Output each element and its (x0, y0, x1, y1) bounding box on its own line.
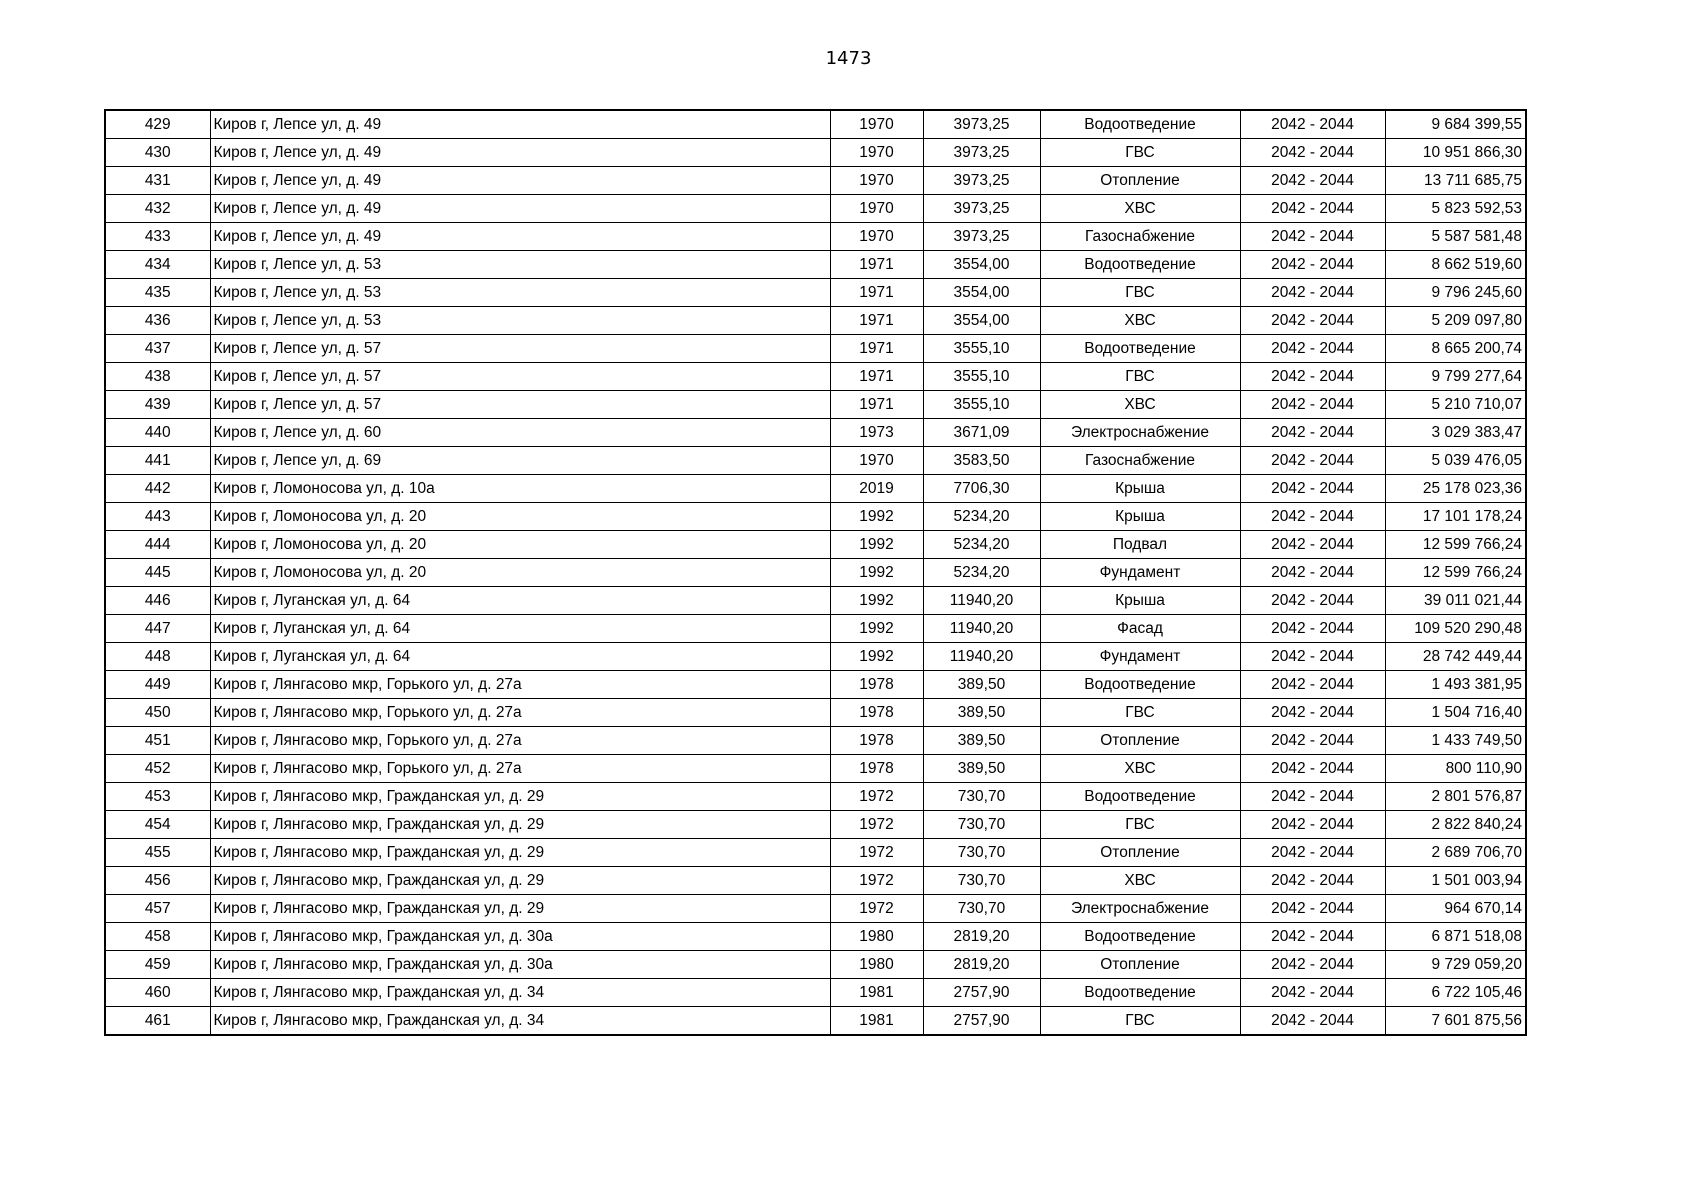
table-row (105, 587, 1526, 615)
work-type-cell: Отопление (1040, 951, 1240, 979)
area-cell: 3555,10 (923, 335, 1040, 363)
cost-cell: 25 178 023,36 (1385, 475, 1526, 503)
area-cell: 3583,50 (923, 447, 1040, 475)
area-cell: 2819,20 (923, 951, 1040, 979)
work-type-cell: Фундамент (1040, 559, 1240, 587)
area-cell: 730,70 (923, 867, 1040, 895)
row-number-cell: 460 (105, 979, 210, 1007)
work-type-cell: Водоотведение (1040, 783, 1240, 811)
period-cell: 2042 - 2044 (1240, 223, 1385, 251)
row-number-cell: 430 (105, 139, 210, 167)
table-body (105, 110, 1526, 1035)
row-number-cell: 433 (105, 223, 210, 251)
cost-cell: 5 210 710,07 (1385, 391, 1526, 419)
year-cell: 1971 (830, 307, 923, 335)
table-row (105, 699, 1526, 727)
area-cell: 11940,20 (923, 615, 1040, 643)
address-cell: Киров г, Лянгасово мкр, Гражданская ул, д. 29 (210, 867, 830, 895)
area-cell: 3973,25 (923, 139, 1040, 167)
work-type-cell: Водоотведение (1040, 110, 1240, 139)
cost-cell: 5 039 476,05 (1385, 447, 1526, 475)
table-row (105, 811, 1526, 839)
row-number-cell: 432 (105, 195, 210, 223)
table-row (105, 503, 1526, 531)
year-cell: 1992 (830, 559, 923, 587)
address-cell: Киров г, Лянгасово мкр, Гражданская ул, д. 34 (210, 979, 830, 1007)
row-number-cell: 461 (105, 1007, 210, 1036)
area-cell: 3555,10 (923, 363, 1040, 391)
year-cell: 1971 (830, 251, 923, 279)
year-cell: 1972 (830, 839, 923, 867)
work-type-cell: Водоотведение (1040, 335, 1240, 363)
row-number-cell: 451 (105, 727, 210, 755)
address-cell: Киров г, Луганская ул, д. 64 (210, 615, 830, 643)
area-cell: 3555,10 (923, 391, 1040, 419)
period-cell: 2042 - 2044 (1240, 419, 1385, 447)
area-cell: 5234,20 (923, 503, 1040, 531)
period-cell: 2042 - 2044 (1240, 447, 1385, 475)
table-row (105, 391, 1526, 419)
address-cell: Киров г, Лепсе ул, д. 49 (210, 110, 830, 139)
table-row (105, 783, 1526, 811)
year-cell: 1970 (830, 223, 923, 251)
area-cell: 11940,20 (923, 643, 1040, 671)
cost-cell: 2 801 576,87 (1385, 783, 1526, 811)
table-row (105, 139, 1526, 167)
cost-cell: 1 504 716,40 (1385, 699, 1526, 727)
row-number-cell: 443 (105, 503, 210, 531)
area-cell: 389,50 (923, 699, 1040, 727)
table-row (105, 279, 1526, 307)
page-number: 1473 (825, 48, 872, 69)
address-cell: Киров г, Лянгасово мкр, Горького ул, д. 27а (210, 699, 830, 727)
period-cell: 2042 - 2044 (1240, 783, 1385, 811)
area-cell: 730,70 (923, 895, 1040, 923)
period-cell: 2042 - 2044 (1240, 811, 1385, 839)
work-type-cell: Электроснабжение (1040, 419, 1240, 447)
work-type-cell: Водоотведение (1040, 671, 1240, 699)
year-cell: 1978 (830, 727, 923, 755)
area-cell: 5234,20 (923, 559, 1040, 587)
work-type-cell: Фундамент (1040, 643, 1240, 671)
year-cell: 1970 (830, 167, 923, 195)
cost-cell: 1 493 381,95 (1385, 671, 1526, 699)
year-cell: 1992 (830, 615, 923, 643)
address-cell: Киров г, Лепсе ул, д. 53 (210, 307, 830, 335)
area-cell: 3973,25 (923, 223, 1040, 251)
period-cell: 2042 - 2044 (1240, 195, 1385, 223)
table-row (105, 419, 1526, 447)
area-cell: 5234,20 (923, 531, 1040, 559)
work-type-cell: Газоснабжение (1040, 223, 1240, 251)
row-number-cell: 445 (105, 559, 210, 587)
table-row (105, 167, 1526, 195)
year-cell: 1978 (830, 671, 923, 699)
row-number-cell: 435 (105, 279, 210, 307)
address-cell: Киров г, Луганская ул, д. 64 (210, 643, 830, 671)
table-row (105, 559, 1526, 587)
row-number-cell: 429 (105, 110, 210, 139)
work-type-cell: ХВС (1040, 195, 1240, 223)
year-cell: 1992 (830, 531, 923, 559)
area-cell: 3973,25 (923, 167, 1040, 195)
row-number-cell: 452 (105, 755, 210, 783)
period-cell: 2042 - 2044 (1240, 755, 1385, 783)
work-type-cell: ХВС (1040, 755, 1240, 783)
year-cell: 1992 (830, 503, 923, 531)
address-cell: Киров г, Лепсе ул, д. 69 (210, 447, 830, 475)
address-cell: Киров г, Лянгасово мкр, Горького ул, д. 27а (210, 755, 830, 783)
area-cell: 3554,00 (923, 279, 1040, 307)
work-type-cell: Подвал (1040, 531, 1240, 559)
row-number-cell: 456 (105, 867, 210, 895)
row-number-cell: 442 (105, 475, 210, 503)
work-type-cell: ГВС (1040, 699, 1240, 727)
area-cell: 2757,90 (923, 1007, 1040, 1036)
address-cell: Киров г, Лепсе ул, д. 49 (210, 195, 830, 223)
address-cell: Киров г, Лянгасово мкр, Гражданская ул, д. 29 (210, 783, 830, 811)
cost-cell: 3 029 383,47 (1385, 419, 1526, 447)
cost-cell: 9 729 059,20 (1385, 951, 1526, 979)
year-cell: 1971 (830, 391, 923, 419)
cost-cell: 13 711 685,75 (1385, 167, 1526, 195)
table-row (105, 643, 1526, 671)
address-cell: Киров г, Лянгасово мкр, Гражданская ул, д. 29 (210, 895, 830, 923)
period-cell: 2042 - 2044 (1240, 475, 1385, 503)
row-number-cell: 450 (105, 699, 210, 727)
table-row (105, 895, 1526, 923)
cost-cell: 5 823 592,53 (1385, 195, 1526, 223)
cost-cell: 800 110,90 (1385, 755, 1526, 783)
period-cell: 2042 - 2044 (1240, 979, 1385, 1007)
work-type-cell: ГВС (1040, 811, 1240, 839)
period-cell: 2042 - 2044 (1240, 503, 1385, 531)
year-cell: 1971 (830, 279, 923, 307)
table-row (105, 363, 1526, 391)
address-cell: Киров г, Лепсе ул, д. 49 (210, 223, 830, 251)
data-table (104, 109, 1527, 1036)
address-cell: Киров г, Лянгасово мкр, Гражданская ул, д. 30а (210, 923, 830, 951)
row-number-cell: 455 (105, 839, 210, 867)
row-number-cell: 440 (105, 419, 210, 447)
period-cell: 2042 - 2044 (1240, 727, 1385, 755)
cost-cell: 28 742 449,44 (1385, 643, 1526, 671)
table-row (105, 867, 1526, 895)
work-type-cell: Газоснабжение (1040, 447, 1240, 475)
work-type-cell: ГВС (1040, 139, 1240, 167)
cost-cell: 8 665 200,74 (1385, 335, 1526, 363)
year-cell: 2019 (830, 475, 923, 503)
row-number-cell: 454 (105, 811, 210, 839)
work-type-cell: Электроснабжение (1040, 895, 1240, 923)
work-type-cell: Крыша (1040, 503, 1240, 531)
year-cell: 1980 (830, 923, 923, 951)
work-type-cell: Отопление (1040, 167, 1240, 195)
area-cell: 730,70 (923, 783, 1040, 811)
work-type-cell: ГВС (1040, 363, 1240, 391)
table-row (105, 447, 1526, 475)
table-row (105, 251, 1526, 279)
address-cell: Киров г, Ломоносова ул, д. 20 (210, 531, 830, 559)
row-number-cell: 434 (105, 251, 210, 279)
address-cell: Киров г, Лянгасово мкр, Гражданская ул, д. 29 (210, 811, 830, 839)
year-cell: 1992 (830, 587, 923, 615)
period-cell: 2042 - 2044 (1240, 335, 1385, 363)
row-number-cell: 459 (105, 951, 210, 979)
row-number-cell: 444 (105, 531, 210, 559)
row-number-cell: 453 (105, 783, 210, 811)
cost-cell: 6 722 105,46 (1385, 979, 1526, 1007)
year-cell: 1973 (830, 419, 923, 447)
row-number-cell: 449 (105, 671, 210, 699)
cost-cell: 6 871 518,08 (1385, 923, 1526, 951)
address-cell: Киров г, Лепсе ул, д. 57 (210, 363, 830, 391)
area-cell: 2757,90 (923, 979, 1040, 1007)
cost-cell: 1 433 749,50 (1385, 727, 1526, 755)
row-number-cell: 447 (105, 615, 210, 643)
area-cell: 7706,30 (923, 475, 1040, 503)
year-cell: 1971 (830, 363, 923, 391)
period-cell: 2042 - 2044 (1240, 391, 1385, 419)
work-type-cell: Крыша (1040, 587, 1240, 615)
table-row (105, 923, 1526, 951)
cost-cell: 7 601 875,56 (1385, 1007, 1526, 1036)
work-type-cell: ХВС (1040, 307, 1240, 335)
table-row (105, 1007, 1526, 1036)
period-cell: 2042 - 2044 (1240, 363, 1385, 391)
address-cell: Киров г, Лянгасово мкр, Гражданская ул, д. 29 (210, 839, 830, 867)
cost-cell: 12 599 766,24 (1385, 559, 1526, 587)
row-number-cell: 436 (105, 307, 210, 335)
period-cell: 2042 - 2044 (1240, 839, 1385, 867)
year-cell: 1972 (830, 811, 923, 839)
year-cell: 1981 (830, 1007, 923, 1036)
period-cell: 2042 - 2044 (1240, 923, 1385, 951)
work-type-cell: Водоотведение (1040, 923, 1240, 951)
work-type-cell: Фасад (1040, 615, 1240, 643)
period-cell: 2042 - 2044 (1240, 307, 1385, 335)
work-type-cell: Отопление (1040, 839, 1240, 867)
period-cell: 2042 - 2044 (1240, 167, 1385, 195)
address-cell: Киров г, Лепсе ул, д. 53 (210, 279, 830, 307)
address-cell: Киров г, Лянгасово мкр, Горького ул, д. 27а (210, 727, 830, 755)
period-cell: 2042 - 2044 (1240, 1007, 1385, 1036)
address-cell: Киров г, Лянгасово мкр, Гражданская ул, д. 34 (210, 1007, 830, 1036)
work-type-cell: Отопление (1040, 727, 1240, 755)
area-cell: 3973,25 (923, 195, 1040, 223)
period-cell: 2042 - 2044 (1240, 699, 1385, 727)
area-cell: 3973,25 (923, 110, 1040, 139)
period-cell: 2042 - 2044 (1240, 643, 1385, 671)
table-row (105, 531, 1526, 559)
area-cell: 389,50 (923, 727, 1040, 755)
year-cell: 1972 (830, 895, 923, 923)
address-cell: Киров г, Ломоносова ул, д. 20 (210, 559, 830, 587)
period-cell: 2042 - 2044 (1240, 531, 1385, 559)
cost-cell: 9 796 245,60 (1385, 279, 1526, 307)
cost-cell: 109 520 290,48 (1385, 615, 1526, 643)
cost-cell: 12 599 766,24 (1385, 531, 1526, 559)
year-cell: 1978 (830, 755, 923, 783)
row-number-cell: 457 (105, 895, 210, 923)
period-cell: 2042 - 2044 (1240, 951, 1385, 979)
area-cell: 11940,20 (923, 587, 1040, 615)
period-cell: 2042 - 2044 (1240, 671, 1385, 699)
address-cell: Киров г, Лепсе ул, д. 49 (210, 139, 830, 167)
work-type-cell: ХВС (1040, 867, 1240, 895)
area-cell: 2819,20 (923, 923, 1040, 951)
year-cell: 1970 (830, 110, 923, 139)
cost-cell: 17 101 178,24 (1385, 503, 1526, 531)
table-row (105, 755, 1526, 783)
table-row (105, 307, 1526, 335)
work-type-cell: ГВС (1040, 279, 1240, 307)
year-cell: 1972 (830, 783, 923, 811)
year-cell: 1970 (830, 139, 923, 167)
period-cell: 2042 - 2044 (1240, 559, 1385, 587)
cost-cell: 10 951 866,30 (1385, 139, 1526, 167)
table-row (105, 671, 1526, 699)
period-cell: 2042 - 2044 (1240, 867, 1385, 895)
address-cell: Киров г, Лянгасово мкр, Гражданская ул, д. 30а (210, 951, 830, 979)
table-row (105, 727, 1526, 755)
area-cell: 389,50 (923, 671, 1040, 699)
row-number-cell: 448 (105, 643, 210, 671)
year-cell: 1970 (830, 447, 923, 475)
area-cell: 730,70 (923, 811, 1040, 839)
address-cell: Киров г, Лепсе ул, д. 60 (210, 419, 830, 447)
address-cell: Киров г, Лепсе ул, д. 57 (210, 335, 830, 363)
address-cell: Киров г, Лепсе ул, д. 49 (210, 167, 830, 195)
row-number-cell: 431 (105, 167, 210, 195)
cost-cell: 2 822 840,24 (1385, 811, 1526, 839)
cost-cell: 8 662 519,60 (1385, 251, 1526, 279)
period-cell: 2042 - 2044 (1240, 110, 1385, 139)
address-cell: Киров г, Лянгасово мкр, Горького ул, д. 27а (210, 671, 830, 699)
table-row (105, 615, 1526, 643)
period-cell: 2042 - 2044 (1240, 895, 1385, 923)
year-cell: 1971 (830, 335, 923, 363)
table-row (105, 195, 1526, 223)
area-cell: 3554,00 (923, 307, 1040, 335)
period-cell: 2042 - 2044 (1240, 139, 1385, 167)
work-type-cell: ХВС (1040, 391, 1240, 419)
table-row (105, 475, 1526, 503)
cost-cell: 1 501 003,94 (1385, 867, 1526, 895)
area-cell: 389,50 (923, 755, 1040, 783)
period-cell: 2042 - 2044 (1240, 251, 1385, 279)
row-number-cell: 437 (105, 335, 210, 363)
work-type-cell: Водоотведение (1040, 251, 1240, 279)
area-cell: 3671,09 (923, 419, 1040, 447)
address-cell: Киров г, Лепсе ул, д. 53 (210, 251, 830, 279)
cost-cell: 5 209 097,80 (1385, 307, 1526, 335)
period-cell: 2042 - 2044 (1240, 615, 1385, 643)
year-cell: 1978 (830, 699, 923, 727)
address-cell: Киров г, Ломоносова ул, д. 20 (210, 503, 830, 531)
year-cell: 1980 (830, 951, 923, 979)
cost-cell: 964 670,14 (1385, 895, 1526, 923)
cost-cell: 2 689 706,70 (1385, 839, 1526, 867)
cost-cell: 5 587 581,48 (1385, 223, 1526, 251)
table-row (105, 335, 1526, 363)
table-row (105, 839, 1526, 867)
table-row (105, 110, 1526, 139)
cost-cell: 9 684 399,55 (1385, 110, 1526, 139)
area-cell: 3554,00 (923, 251, 1040, 279)
address-cell: Киров г, Лепсе ул, д. 57 (210, 391, 830, 419)
work-type-cell: Крыша (1040, 475, 1240, 503)
address-cell: Киров г, Луганская ул, д. 64 (210, 587, 830, 615)
row-number-cell: 441 (105, 447, 210, 475)
work-type-cell: Водоотведение (1040, 979, 1240, 1007)
period-cell: 2042 - 2044 (1240, 279, 1385, 307)
table-row (105, 951, 1526, 979)
year-cell: 1992 (830, 643, 923, 671)
cost-cell: 39 011 021,44 (1385, 587, 1526, 615)
table-row (105, 223, 1526, 251)
row-number-cell: 458 (105, 923, 210, 951)
year-cell: 1981 (830, 979, 923, 1007)
work-type-cell: ГВС (1040, 1007, 1240, 1036)
year-cell: 1972 (830, 867, 923, 895)
year-cell: 1970 (830, 195, 923, 223)
table-row (105, 979, 1526, 1007)
row-number-cell: 446 (105, 587, 210, 615)
address-cell: Киров г, Ломоносова ул, д. 10а (210, 475, 830, 503)
row-number-cell: 438 (105, 363, 210, 391)
cost-cell: 9 799 277,64 (1385, 363, 1526, 391)
row-number-cell: 439 (105, 391, 210, 419)
area-cell: 730,70 (923, 839, 1040, 867)
period-cell: 2042 - 2044 (1240, 587, 1385, 615)
